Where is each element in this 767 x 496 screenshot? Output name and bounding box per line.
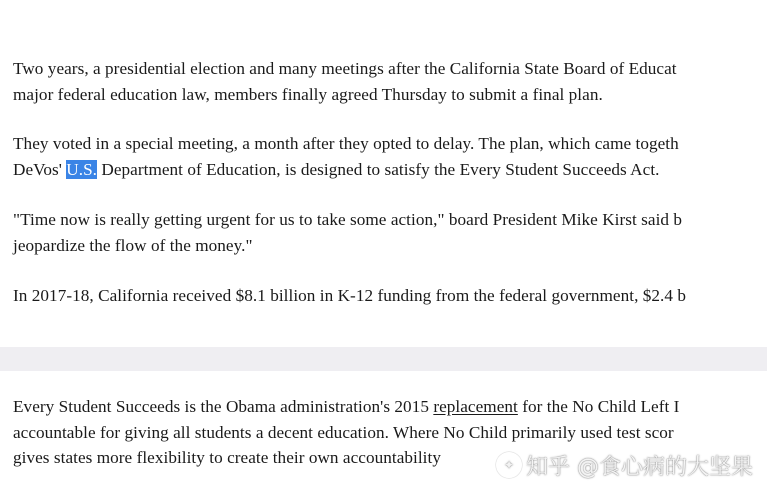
- paragraph-line: gives states more flexibility to create their own accountability: [13, 448, 441, 467]
- zhihu-logo-icon: ✦: [496, 452, 522, 478]
- text-run: DeVos': [13, 159, 67, 179]
- paragraph-line: [13, 394, 767, 420]
- paragraph-line: [13, 157, 767, 183]
- replacement-link[interactable]: replacement: [433, 397, 518, 416]
- paragraph-line: They voted in a special meeting, a month after they opted to delay. The plan, which came togeth: [13, 134, 679, 153]
- paragraph-intro: [13, 56, 767, 107]
- paragraph-line: accountable for giving all students a decent education. Where No Child primarily used test scor: [13, 422, 674, 442]
- text-run: for the No Child Left I: [517, 397, 680, 416]
- paragraph-funding: [13, 283, 767, 309]
- paragraph-quote: [13, 207, 767, 258]
- watermark-text: 知乎 @食心病的大坚果: [526, 454, 753, 480]
- paragraph-vote: [13, 131, 767, 182]
- text-run: Department of Education, is designed to satisfy the Every Student Succeeds Act.: [97, 159, 660, 179]
- section-divider: [0, 347, 767, 371]
- text-run: Every Student Succeeds is the Obama administration's 2015: [13, 397, 434, 416]
- paragraph-line: "Time now is really getting urgent for us to take some action," board President Mike Kirst said b: [13, 210, 683, 229]
- paragraph-line: Two years, a presidential election and many meetings after the California State Board of Educat: [13, 59, 677, 78]
- selected-text-highlight[interactable]: U.S.: [66, 159, 98, 179]
- paragraph-line: jeopardize the flow of the money.": [13, 235, 253, 255]
- paragraph-line: In 2017-18, California received $8.1 billion in K-12 funding from the federal government, $2.4 b: [13, 286, 687, 305]
- paragraph-line: major federal education law, members finally agreed Thursday to submit a final plan.: [13, 84, 603, 104]
- paragraph-essa: [13, 394, 767, 471]
